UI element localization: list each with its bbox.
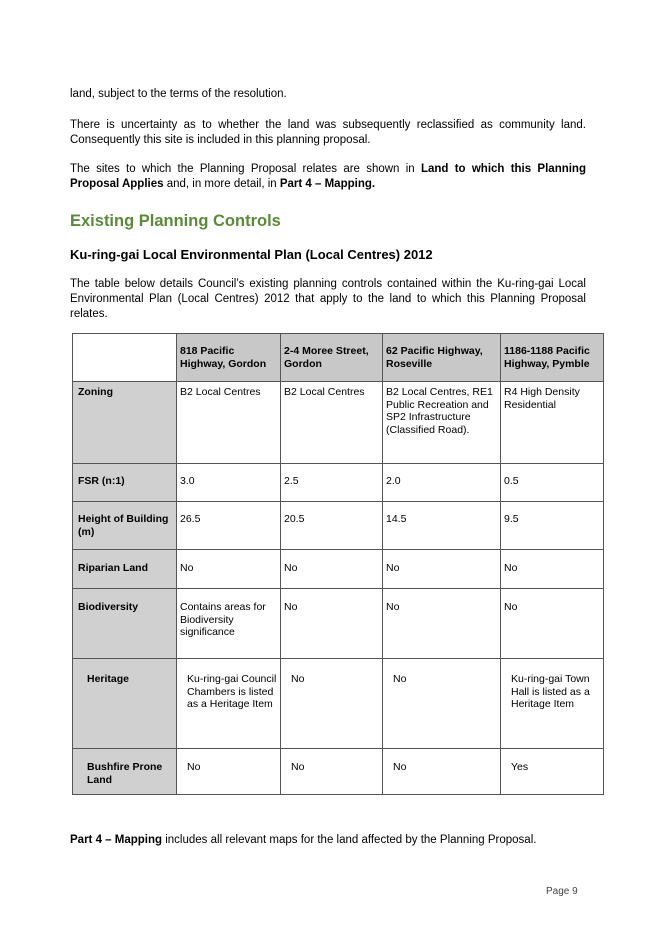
row-header: FSR (n:1) (73, 464, 177, 502)
column-header: 1186-1188 Pacific Highway, Pymble (501, 334, 604, 382)
row-header: Height of Building (m) (73, 502, 177, 550)
table-cell: 2.5 (281, 464, 383, 502)
table-cell: No (281, 589, 383, 659)
column-header: 2-4 Moree Street, Gordon (281, 334, 383, 382)
table-cell: R4 High Density Residential (501, 382, 604, 464)
table-cell: 14.5 (383, 502, 501, 550)
column-header: 818 Pacific Highway, Gordon (177, 334, 281, 382)
table-corner-cell (73, 334, 177, 382)
table-cell: 26.5 (177, 502, 281, 550)
table-cell: No (281, 749, 383, 795)
paragraph-mapping (70, 834, 536, 846)
sites-link-land: Land to which this Planning Proposal Applies (70, 163, 586, 190)
table-cell: Contains areas for Biodiversity significance (177, 589, 281, 659)
table-cell: No (281, 659, 383, 749)
table-cell: 9.5 (501, 502, 604, 550)
table-row-riparian (73, 550, 604, 589)
table-cell: Ku-ring-gai Town Hall is listed as a Heritage Item (501, 659, 604, 749)
row-header: Zoning (73, 382, 177, 464)
sites-text-c: and, in more detail, in (163, 178, 280, 190)
table-cell: 0.5 (501, 464, 604, 502)
section-heading: Existing Planning Controls (70, 212, 281, 230)
row-header: Biodiversity (73, 589, 177, 659)
row-header: Heritage (73, 659, 177, 749)
table-cell: B2 Local Centres (281, 382, 383, 464)
table-cell: No (281, 550, 383, 589)
table-row-height (73, 502, 604, 550)
mapping-rest: includes all relevant maps for the land affected by the Planning Proposal. (162, 834, 537, 846)
paragraph-resolution: land, subject to the terms of the resolution. (70, 88, 287, 100)
mapping-bold: Part 4 – Mapping (70, 834, 163, 846)
table-header-row (73, 334, 604, 382)
table-cell: B2 Local Centres, RE1 Public Recreation and SP2 Infrastructure (Classified Road). (383, 382, 501, 464)
table-cell: No (177, 550, 281, 589)
page-number: Page 9 (546, 886, 578, 897)
sites-text-a: The sites to which the Planning Proposal relates are shown in (70, 163, 421, 175)
table-row-bushfire (73, 749, 604, 795)
table-cell: Ku-ring-gai Council Chambers is listed as a Heritage Item (177, 659, 281, 749)
paragraph-sites (70, 162, 586, 192)
table-row-biodiversity (73, 589, 604, 659)
row-header: Bushfire Prone Land (73, 749, 177, 795)
table-cell: No (177, 749, 281, 795)
table-cell: No (501, 589, 604, 659)
table-cell: No (383, 749, 501, 795)
table-row-zoning (73, 382, 604, 464)
table-cell: No (383, 659, 501, 749)
table-cell: Yes (501, 749, 604, 795)
table-cell: 20.5 (281, 502, 383, 550)
table-cell: 3.0 (177, 464, 281, 502)
planning-controls-table (72, 333, 604, 795)
table-row-heritage (73, 659, 604, 749)
table-cell: No (501, 550, 604, 589)
table-cell: No (383, 589, 501, 659)
table-row-fsr (73, 464, 604, 502)
table-cell: No (383, 550, 501, 589)
table-cell: 2.0 (383, 464, 501, 502)
sites-link-mapping: Part 4 – Mapping. (279, 178, 376, 190)
paragraph-uncertainty: There is uncertainty as to whether the land was subsequently reclassified as community land. Consequently this site is included in this planning proposal. (70, 119, 586, 146)
column-header: 62 Pacific Highway, Roseville (383, 334, 501, 382)
row-header: Riparian Land (73, 550, 177, 589)
subsection-heading: Ku-ring-gai Local Environmental Plan (Local Centres) 2012 (70, 247, 433, 262)
table-cell: B2 Local Centres (177, 382, 281, 464)
paragraph-table-intro: The table below details Council’s existing planning controls contained within the Ku-ring-gai Local Environmental Plan (Local Centres) 2012 that apply to the land to which this Planning Proposal relates. (70, 278, 586, 320)
